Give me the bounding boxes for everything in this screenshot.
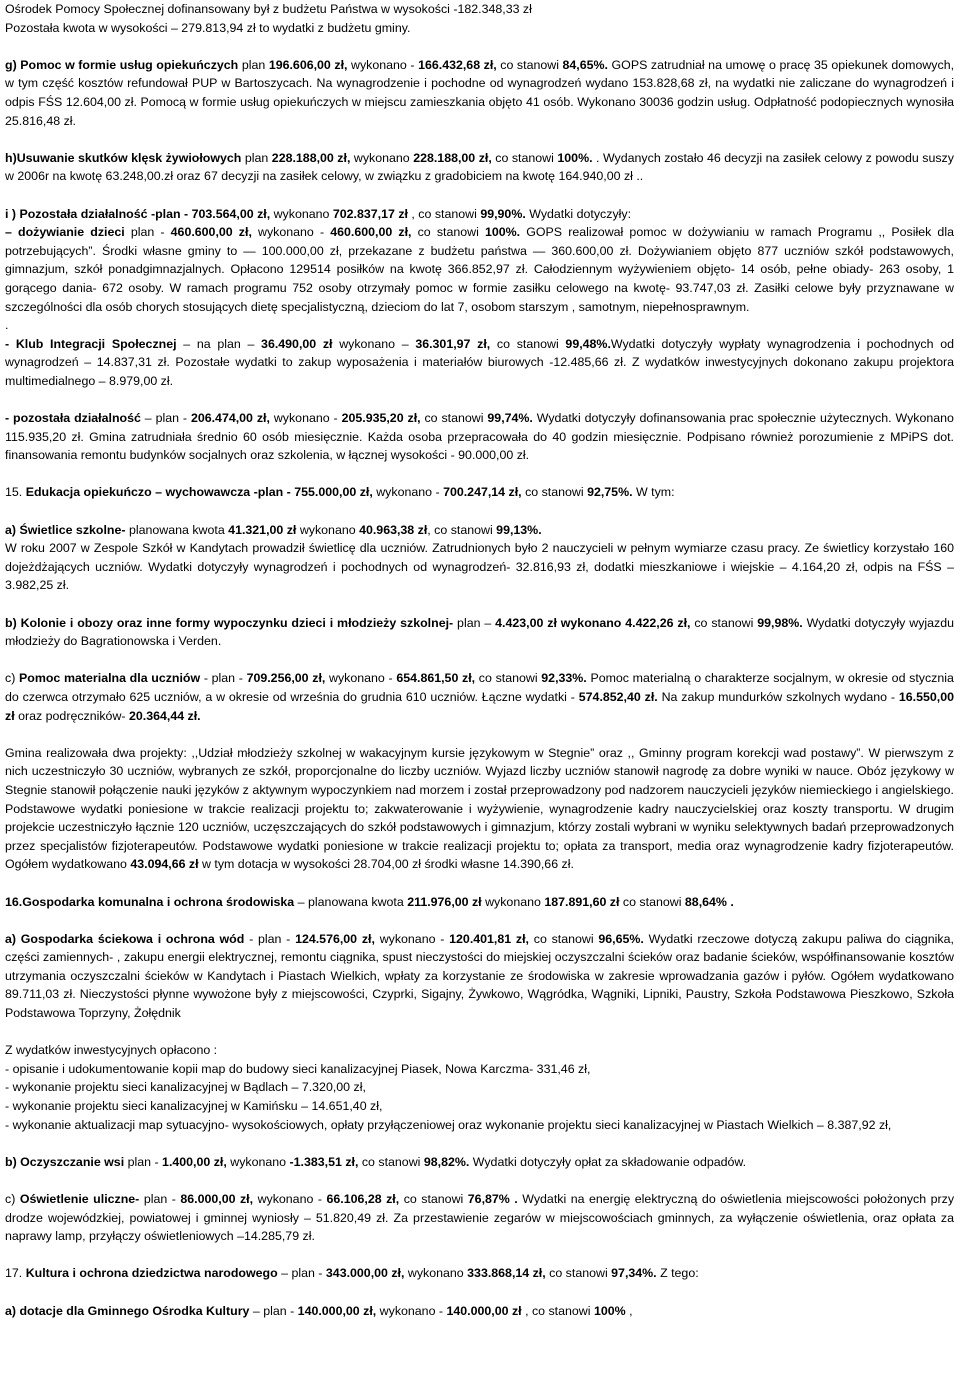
gmina-projekty: Gmina realizowała dwa projekty: ,,Udział młodzieży szkolnej w wakacyjnym kursie językowym w Stegnie” oraz ,, Gminny program korekcji wad postawy”. W pierwszym z nich uczestniczyło 30 uczniów, wybranych ze szkół, proporcjonalne do liczby uczniów. Wyjazd liczby uczniów stanowił nagrodę za dobre wyniki w nauce. Obóz językowy w Stegnie stanowił połączenie nauki języków z aktywnym wypoczynkiem nad morzem i został przeprowadzony pod nadzorem nauczycieli języków niemieckiego i angielskiego. Podstawowe wydatki poniesione w trakcie realizacji projektu to; zakwaterowanie i wyżywienie, wynagrodzenie kadry nauczycielskiej oraz koszty transportu. W drugim projekcie uczestniczyło łącznie 120 uczniów, uczęszczających do szkół podstawowych i gimnazjum, którzy zostali wybrani w wyniku selektywnych badań przeprowadzonych przez specjalistów fizjoterapeutów. Podstawowe wydatki poniesione w trakcie realizacji projektu to; opłata za transport, media oraz wynagrodzenie kadry fizjoterapeutów. Ogółem wydatkowano 43.094,66 zł w tym dotacja w wysokości 28.704,00 zł środki własne 14.390,66 zł. [5,745,954,872]
section-17: 17. Kultura i ochrona dziedzictwa narodowego – plan - 343.000,00 zł, wykonano 333.868,14 zł, co stanowi 97,34%. Z tego: [5,1266,699,1281]
pomoc-materialna-heading: Pomoc materialna dla uczniów [19,671,201,686]
intro-line-2: Pozostała kwota w wysokości – 279.813,94 zł to wydatki z budżetu gminy. [5,20,411,35]
klub-heading: - Klub Integracji Społecznej [5,336,177,351]
section-15: 15. Edukacja opiekuńczo – wychowawcza -plan - 755.000,00 zł, wykonano - 700.247,14 zł, co stanowi 92,75%. W tym: [5,485,675,500]
klub-body: Wydatki dotyczyły wypłaty wynagrodzenia i pochodnych od wynagrodzeń – 14.837,31 zł. Pozostałe wydatki to zakup wyposażenia i materiałów biurowych -12.485,66 zł. Z wydatków inwestycyjnych dokonano zakupu projektora multimedialnego – 8.979,00 zł. [5,336,954,388]
list-item: - wykonanie projektu sieci kanalizacyjnej w Bądlach – 7.320,00 zł, [5,1080,366,1095]
section-klub: - Klub Integracji Społecznej – na plan – 36.490,00 zł wykonano – 36.301,97 zł, co stanowi 99,48%.Wydatki dotyczyły wypłaty wynagrodzenia i pochodnych od wynagrodzeń – 14.837,31 zł. Pozostałe wydatki to zakup wyposażenia i materiałów biurowych -12.485,66 zł. Z wydatków inwestycyjnych dokonano zakupu projektora multimedialnego – 8.979,00 zł. [5,336,954,388]
oswietlenie-body: Wydatki na energię elektryczną do oświetlenia miejscowości położonych przy drodze wojewódzkiej, powiatowej i gminnej wyniosły – 51.820,49 zł. Za przestawienie zegarów w miejscowościach gminnych, za wyłączenie oświetlenia, oraz opłata za naprawy lamp, przyłączy oświetleniowych –14.285,79 zł. [5,1192,955,1244]
list-item: - opisanie i udokumentowanie kopii map do budowy sieci kanalizacyjnej Piasek, Nowa Karczma- 331,46 zł, [5,1061,591,1076]
gospodarka-sciekowa-body: Wydatki rzeczowe dotyczą zakupu paliwa do ciągnika, części zamiennych- , zakupu energii elektrycznej, remontu ciągnika, spust nieczystości do miejskiej oczyszczalni ścieków oraz badanie ścieków, współfinansowanie kosztów utrzymania oczyszczalni ścieków w Kandytach i Piastach Wielkich, wpłaty za korzystanie ze środowiska w zakresie wprowadzania gazów i pyłów. Ogółem wydatkowano 89.711,03 zł. Nieczystości płynne wywożone były z miejscowości, Czyprki, Sigajny, Żywkowo, Wągródka, Wągniki, Lipniki, Paustry, Szkoła Podstawowa Pieszkowo, Szkoła Podstawowa Toprzyny, Żołędnik [5,931,954,1021]
section-15a: a) Świetlice szkolne- planowana kwota 41.321,00 zł wykonano 40.963,38 zł, co stanowi 99,13%. [5,522,542,537]
section-i-dozywianie: – dożywianie dzieci plan - 460.600,00 zł, wykonano - 460.600,00 zł, co stanowi 100%. GOPS realizował pomoc w dożywianiu w ramach Programu ,, Posiłek dla potrzebujących”. Środki własne gminy to — 100.000,00 zł, przekazane z budżetu państwa — 360.600,00 zł. Dożywianiem objęto 877 uczniów szkół podstawowych, gimnazjum, szkół ponadgimnazjalnych. Opłacono 129514 posiłków na kwotę 366.852,97 zł. Całodziennym wyżywieniem objęto- 14 osób, pełne obiady- 263 osoby, 1 gorącego dania- 672 osoby. W ramach programu 752 osoby otrzymały pomoc w formie zasiłku celowego na kwotę- 93.747,03 zł. Zasiłki celowe były przyznawane w szczególności dla osób chorych stosujących dietę specjalistyczną, dzieciom do lat 7, osobom starszym , samotnym, niepełnosprawnym. [5,225,954,314]
section-h-body: . Wydanych zostało 46 decyzji na zasiłek celowy z powodu suszy w 2006r na kwotę 63.248,00.zł oraz 67 decyzji na zasiłek celowy, w związku z gradobiciem na kwotę 164.940,00 zł .. [5,150,954,184]
section-16b: b) Oczyszczanie wsi plan - 1.400,00 zł, wykonano -1.383,51 zł, co stanowi 98,82%. Wydatki dotyczyły opłat za składowanie odpadów. [5,1154,747,1169]
section-g-heading: g) Pomoc w formie usług opiekuńczych [5,57,239,72]
section-g-body: GOPS zatrudniał na umowę o pracę 35 opiekunek domowych, w tym część kosztów refundował PUP w Bartoszycach. Na wynagrodzenie i pochodne od wynagrodzeń wydano 153.828,68 zł, na wydatki nie zaliczane do wynagrodzeń i odpis FŚS 12.604,00 zł. Pomocą w formie usług opiekuńczych w miejscu zamieszkania objęto 41 osób. Wykonano 30036 godzin usług. Odpłatność podopiecznych wynosiła 25.816,48 zł. [5,57,955,128]
section-16a: a) Gospodarka ściekowa i ochrona wód - plan - 124.576,00 zł, wykonano - 120.401,81 zł, co stanowi 96,65%. Wydatki rzeczowe dotyczą zakupu paliwa do ciągnika, części zamiennych- , zakupu energii elektrycznej, remontu ciągnika, spust nieczystości do miejskiej oczyszczalni ścieków oraz badanie ścieków, współfinansowanie kosztów utrzymania oczyszczalni ścieków w Kandytach i Piastach Wielkich, wpłaty za korzystanie ze środowiska w zakresie wprowadzania gazów i pyłów. Ogółem wydatkowano 89.711,03 zł. Nieczystości płynne wywożone były z miejscowości, Czyprki, Sigajny, Żywkowo, Wągródka, Wągniki, Lipniki, Paustry, Szkoła Podstawowa Pieszkowo, Szkoła Podstawowa Toprzyny, Żołędnik [5,931,954,1021]
section-16-heading: 16.Gospodarka komunalna i ochrona środowiska [5,894,295,909]
dozywianie-body: GOPS realizował pomoc w dożywianiu w ramach Programu ,, Posiłek dla potrzebujących”. Środki własne gminy to — 100.000,00 zł, przekazane z budżetu państwa — 360.600,00 zł. Dożywianiem objęto 877 uczniów szkół podstawowych, gimnazjum, szkół ponadgimnazjalnych. Opłacono 129514 posiłków na kwotę 366.852,97 zł. Całodziennym wyżywieniem objęto- 14 osób, pełne obiady- 263 osoby, 1 gorącego dania- 672 osoby. W ramach programu 752 osoby otrzymały pomoc w formie zasiłku celowego na kwotę- 93.747,03 zł. Zasiłki celowe były przyznawane w szczególności dla osób chorych stosujących dietę specjalistyczną, dzieciom do lat 7, osobom starszym , samotnym, niepełnosprawnym. [5,225,954,314]
section-15c: c) Pomoc materialna dla uczniów - plan - 709.256,00 zł, wykonano - 654.861,50 zł, co stanowi 92,33%. Pomoc materialną o charakterze socjalnym, w okresie od stycznia do czerwca otrzymało 625 uczniów, a w okresie od września do grudnia 610 uczniów. Łączne wydatki - 574.852,40 zł. Na zakup mundurków szkolnych wydano - 16.550,00 zł oraz podręczników- 20.364,44 zł. [5,671,954,723]
dozywianie-heading: – dożywianie dzieci [5,225,125,240]
oczyszczanie-body: Wydatki dotyczyły opłat za składowanie odpadów. [472,1154,747,1169]
inwestycje-heading: Z wydatków inwestycyjnych opłacono : [5,1043,218,1058]
inwestycje-list [5,1060,954,1134]
section-pozostala: - pozostała działalność – plan - 206.474,00 zł, wykonano - 205.935,20 zł, co stanowi 99,74%. Wydatki dotyczyły dofinansowania prac społecznie użytecznych. Wykonano 115.935,20 zł. Gmina zatrudniała średnio 60 osób miesięcznie. Każda osoba przepracowała do 40 godzin miesięcznie. Podpisano również porozumienie z MPiPS dot. finansowania remontu budynków socjalnych oraz szkolenia, w łącznej wysokości - 90.000,00 zł. [5,411,954,463]
section-i: i ) Pozostała działalność -plan - 703.564,00 zł, wykonano 702.837,17 zł , co stanowi 99,90%. Wydatki dotyczyły: [5,206,632,221]
intro-line-1: Ośrodek Pomocy Społecznej dofinansowany był z budżetu Państwa w wysokości -182.348,33 zł [5,2,532,16]
section-15b: b) Kolonie i obozy oraz inne formy wypoczynku dzieci i młodzieży szkolnej- plan – 4.423,00 zł wykonano 4.422,26 zł, co stanowi 99,98%. Wydatki dotyczyły wyjazdu młodzieży do Bagrationowska i Verden. [5,615,955,649]
list-item: - wykonanie aktualizacji map sytuacyjno- wysokościowych, opłaty przyłączeniowej oraz wykonanie projektu sieci kanalizacyjnej w Piastach Wielkich – 8.387,92 zł, [5,1117,892,1132]
oswietlenie-heading: Oświetlenie uliczne- [19,1192,140,1206]
swietlice-body: W roku 2007 w Zespole Szkół w Kandytach prowadził świetlicę dla uczniów. Zatrudnionych było 2 nauczycieli w pełnym wymiarze czasu pracy. Ze świetlicy korzystało 160 dojeżdżających uczniów. Wydatki dotyczyły wynagrodzeń i pochodnych od wynagrodzeń- 32.816,93 zł, dodatki mieszkaniowe i wiejskie – 4.164,20 zł, odpis na FŚS – 3.982,25 zł. [5,541,954,593]
section-16c: c) Oświetlenie uliczne- plan - 86.000,00 zł, wykonano - 66.106,28 zł, co stanowi 76,87% . Wydatki na energię elektryczną do oświetlenia miejscowości położonych przy drodze wojewódzkiej, powiatowej i gminnej wyniosły – 51.820,49 zł. Za przestawienie zegarów w miejscowościach gminnych, za wyłączenie oświetlenia, oraz opłata za naprawy lamp, przyłączy oświetleniowych –14.285,79 zł. [5,1192,955,1244]
list-item: - wykonanie projektu sieci kanalizacyjnej w Kamińsku – 14.651,40 zł, [5,1099,383,1114]
section-i-heading: i ) Pozostała działalność [5,206,148,221]
section-h-heading: h)Usuwanie skutków klęsk żywiołowych [5,150,242,165]
section-17a: a) dotacje dla Gminnego Ośrodka Kultury – plan - 140.000,00 zł, wykonano - 140.000,00 zł , co stanowi 100% , [5,1303,633,1318]
section-17-heading: Kultura i ochrona dziedzictwa narodowego [25,1266,278,1281]
kolonie-body: Wydatki dotyczyły wyjazdu młodzieży do Bagrationowska i Verden. [5,615,955,649]
dotacje-gok-heading: a) dotacje dla Gminnego Ośrodka Kultury [5,1303,250,1318]
section-h: h)Usuwanie skutków klęsk żywiołowych plan 228.188,00 zł, wykonano 228.188,00 zł, co stanowi 100%. . Wydanych zostało 46 decyzji na zasiłek celowy z powodu suszy w 2006r na kwotę 63.248,00.zł oraz 67 decyzji na zasiłek celowy, w związku z gradobiciem na kwotę 164.940,00 zł .. [5,150,954,184]
section-g: g) Pomoc w formie usług opiekuńczych plan 196.606,00 zł, wykonano - 166.432,68 zł, co stanowi 84,65%. GOPS zatrudniał na umowę o pracę 35 opiekunek domowych, w tym część kosztów refundował PUP w Bartoszycach. Na wynagrodzenie i pochodne od wynagrodzeń wydano 153.828,68 zł, na wydatki nie zaliczane do wynagrodzeń i odpis FŚS 12.604,00 zł. Pomocą w formie usług opiekuńczych w miejscu zamieszkania objęto 41 osób. Wykonano 30036 godzin usług. Odpłatność podopiecznych wynosiła 25.816,48 zł. [5,57,955,128]
kolonie-heading: b) Kolonie i obozy oraz inne formy wypoczynku dzieci i młodzieży szkolnej- [5,615,454,630]
spacer [5,37,954,56]
pozostala-heading: - pozostała działalność [5,411,141,426]
swietlice-heading: a) Świetlice szkolne- [5,522,126,537]
section-16: 16.Gospodarka komunalna i ochrona środowiska – planowana kwota 211.976,00 zł wykonano 187.891,60 zł co stanowi 88,64% . [5,894,734,909]
pozostala-body: Wydatki dotyczyły dofinansowania prac społecznie użytecznych. Wykonano 115.935,20 zł. Gmina zatrudniała średnio 60 osób miesięcznie. Każda osoba przepracowała do 40 godzin miesięcznie. Podpisano również porozumienie z MPiPS dot. finansowania remontu budynków socjalnych oraz szkolenia, w łącznej wysokości - 90.000,00 zł. [5,411,954,463]
section-15-heading: Edukacja opiekuńczo – wychowawcza -plan - [25,485,291,500]
lone-dot: . [5,318,9,333]
oczyszczanie-heading: b) Oczyszczanie wsi [5,1154,125,1169]
gospodarka-sciekowa-heading: a) Gospodarka ściekowa i ochrona wód [5,931,245,946]
